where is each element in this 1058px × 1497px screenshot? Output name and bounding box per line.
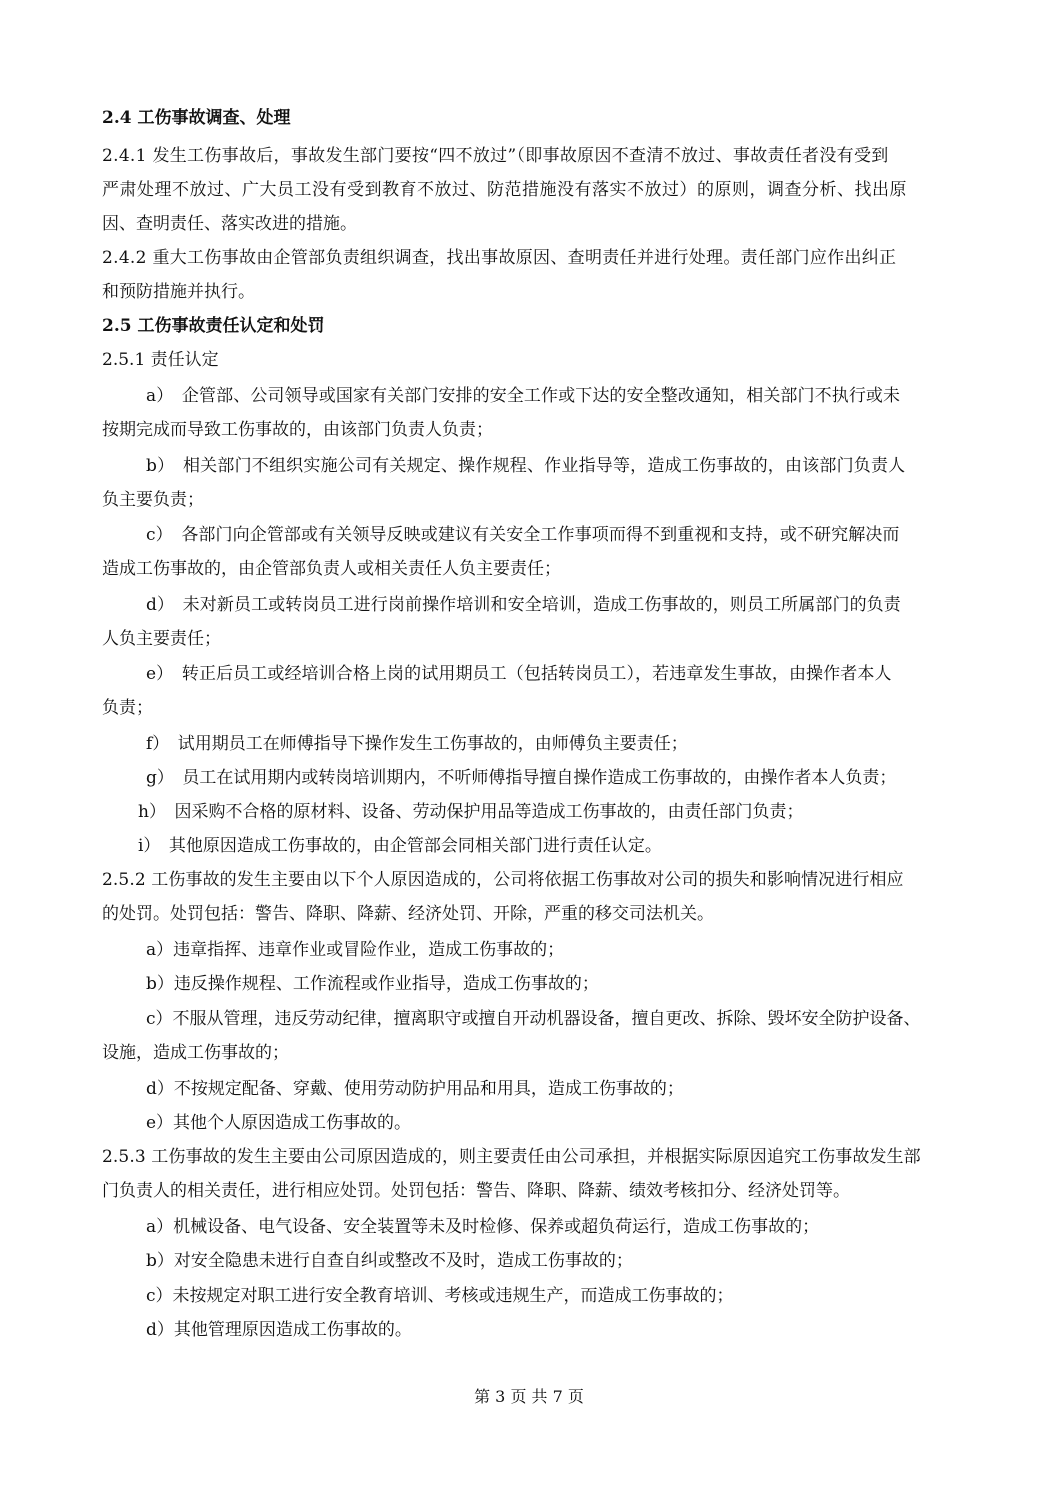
list-item-b: b） 相关部门不组织实施公司有关规定、操作规程、作业指导等，造成工伤事故的，由该部门负责人 — [146, 456, 906, 476]
list-item-b: b）违反操作规程、工作流程或作业指导，造成工伤事故的； — [146, 974, 599, 994]
list-item-g: g） 员工在试用期内或转岗培训期内，不听师傅指导擅自操作造成工伤事故的，由操作者本人负责； — [146, 768, 897, 788]
list-item-continuation: 负责； — [102, 698, 153, 718]
list-item-i: i） 其他原因造成工伤事故的，由企管部会同相关部门进行责任认定。 — [138, 836, 662, 856]
paragraph-line: 的处罚。处罚包括：警告、降职、降薪、经济处罚、开除，严重的移交司法机关。 — [102, 904, 714, 924]
paragraph-line: 2.5.3 工伤事故的发生主要由公司原因造成的，则主要责任由公司承担，并根据实际原因追究工伤事故发生部 — [102, 1147, 921, 1167]
list-item-e: e）其他个人原因造成工伤事故的。 — [146, 1113, 412, 1133]
paragraph-line: 门负责人的相关责任，进行相应处罚。处罚包括：警告、降职、降薪、绩效考核扣分、经济处罚等。 — [102, 1181, 850, 1201]
list-item-c: c）未按规定对职工进行安全教育培训、考核或违规生产，而造成工伤事故的； — [146, 1286, 734, 1306]
list-item-continuation: 按期完成而导致工伤事故的，由该部门负责人负责； — [102, 420, 493, 440]
list-item-c: c）不服从管理，违反劳动纪律，擅离职守或擅自开动机器设备，擅自更改、拆除、毁坏安全防护设备、 — [146, 1009, 921, 1029]
list-item-d: d）不按规定配备、穿戴、使用劳动防护用品和用具，造成工伤事故的； — [146, 1079, 684, 1099]
list-item-f: f） 试用期员工在师傅指导下操作发生工伤事故的，由师傅负主要责任； — [146, 734, 688, 754]
list-item-c: c） 各部门向企管部或有关领导反映或建议有关安全工作事项而得不到重视和支持，或不研究解决而 — [146, 525, 900, 545]
section-heading-2-5: 2.5 工伤事故责任认定和处罚 — [102, 316, 325, 336]
paragraph-line: 2.4.2 重大工伤事故由企管部负责组织调查，找出事故原因、查明责任并进行处理。责任部门应作出纠正 — [102, 248, 897, 268]
list-item-continuation: 负主要负责； — [102, 490, 204, 510]
list-item-d: d） 未对新员工或转岗员工进行岗前操作培训和安全培训，造成工伤事故的，则员工所属部门的负责 — [146, 595, 901, 615]
list-item-e: e） 转正后员工或经培训合格上岗的试用期员工（包括转岗员工），若违章发生事故，由操作者本人 — [146, 664, 892, 684]
list-item-h: h） 因采购不合格的原材料、设备、劳动保护用品等造成工伤事故的，由责任部门负责； — [138, 802, 804, 822]
list-item-continuation: 设施，造成工伤事故的； — [102, 1043, 289, 1063]
section-heading-2-4: 2.4 工伤事故调查、处理 — [102, 108, 291, 128]
page-number-footer: 第 3 页 共 7 页 — [474, 1387, 584, 1406]
paragraph-line: 2.5.2 工伤事故的发生主要由以下个人原因造成的，公司将依据工伤事故对公司的损失和影响情况进行相应 — [102, 870, 904, 890]
paragraph-line: 因、查明责任、落实改进的措施。 — [102, 214, 357, 234]
paragraph-line: 和预防措施并执行。 — [102, 282, 255, 302]
list-item-a: a）违章指挥、违章作业或冒险作业，造成工伤事故的； — [146, 940, 565, 960]
paragraph-line: 2.4.1 发生工伤事故后，事故发生部门要按“四不放过”（即事故原因不查清不放过、事故责任者没有受到 — [102, 146, 889, 166]
list-item-continuation: 造成工伤事故的，由企管部负责人或相关责任人负主要责任； — [102, 559, 561, 579]
list-item-a: a） 企管部、公司领导或国家有关部门安排的安全工作或下达的安全整改通知，相关部门不执行或未 — [146, 386, 901, 406]
list-item-continuation: 人负主要责任； — [102, 629, 221, 649]
subsection-heading-2-5-1: 2.5.1 责任认定 — [102, 350, 219, 370]
list-item-b: b）对安全隐患未进行自查自纠或整改不及时，造成工伤事故的； — [146, 1251, 633, 1271]
list-item-d: d）其他管理原因造成工伤事故的。 — [146, 1320, 412, 1340]
list-item-a: a）机械设备、电气设备、安全装置等未及时检修、保养或超负荷运行，造成工伤事故的； — [146, 1217, 820, 1237]
paragraph-line: 严肃处理不放过、广大员工没有受到教育不放过、防范措施没有落实不放过）的原则，调查分析、找出原 — [102, 180, 907, 200]
